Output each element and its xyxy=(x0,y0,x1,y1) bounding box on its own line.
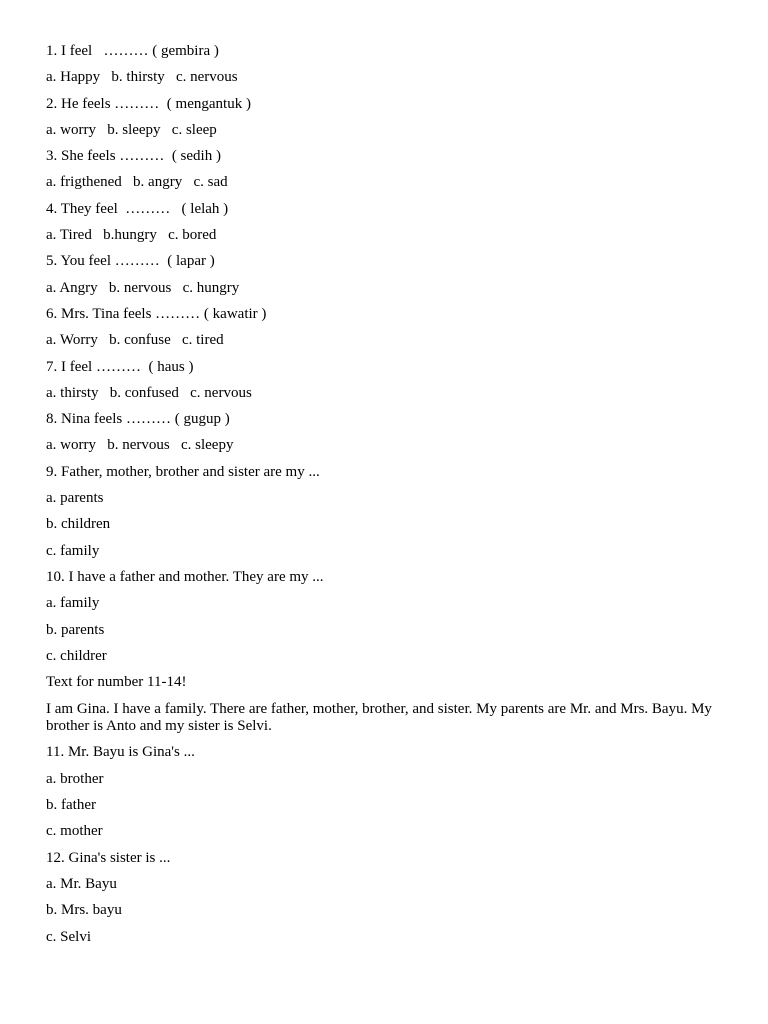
worksheet-line: c. family xyxy=(46,542,100,559)
worksheet-line: c. Selvi xyxy=(46,928,91,945)
worksheet-line: a. Mr. Bayu xyxy=(46,875,117,892)
reading-text: I am Gina. I have a family. There are father, mother, brother, and sister. My parents are Mr. and Mrs. Bayu. My brother is Anto and my sister is Selvi. xyxy=(46,701,712,735)
worksheet-line: a. worry b. sleepy c. sleep xyxy=(46,121,217,138)
worksheet-line: c. childrer xyxy=(46,647,107,664)
worksheet-line: b. father xyxy=(46,797,96,814)
question-list-11-12 xyxy=(46,743,726,953)
worksheet-line: 6. Mrs. Tina feels ……… ( kawatir ) xyxy=(46,305,267,322)
worksheet-line: 11. Mr. Bayu is Gina's ... xyxy=(46,744,195,761)
worksheet-line: a. frigthened b. angry c. sad xyxy=(46,174,228,191)
worksheet-line: c. mother xyxy=(46,823,103,840)
worksheet-line: a. parents xyxy=(46,490,104,507)
worksheet-line: a. Happy b. thirsty c. nervous xyxy=(46,69,238,86)
worksheet xyxy=(46,42,726,954)
worksheet-line: a. brother xyxy=(46,770,104,787)
worksheet-line: a. Worry b. confuse c. tired xyxy=(46,332,224,349)
worksheet-line: 9. Father, mother, brother and sister are my ... xyxy=(46,463,320,480)
worksheet-line: Text for number 11-14! xyxy=(46,674,187,691)
worksheet-line: a. family xyxy=(46,595,100,612)
worksheet-line: 5. You feel ……… ( lapar ) xyxy=(46,253,215,270)
worksheet-line: b. parents xyxy=(46,621,105,638)
worksheet-line: a. Tired b.hungry c. bored xyxy=(46,227,217,244)
worksheet-line: 1. I feel ……… ( gembira ) xyxy=(46,43,219,59)
question-list-1-10 xyxy=(46,42,726,699)
worksheet-line: b. Mrs. bayu xyxy=(46,902,122,919)
worksheet-line: 2. He feels ……… ( mengantuk ) xyxy=(46,95,251,112)
worksheet-line: b. children xyxy=(46,516,111,533)
worksheet-line: 8. Nina feels ……… ( gugup ) xyxy=(46,411,230,428)
worksheet-line: 3. She feels ……… ( sedih ) xyxy=(46,148,221,165)
worksheet-line: a. thirsty b. confused c. nervous xyxy=(46,384,252,401)
worksheet-line: 7. I feel ……… ( haus ) xyxy=(46,358,194,375)
worksheet-line: a. worry b. nervous c. sleepy xyxy=(46,437,234,454)
worksheet-line: 4. They feel ……… ( lelah ) xyxy=(46,200,229,217)
worksheet-line: 12. Gina's sister is ... xyxy=(46,849,171,866)
worksheet-line: a. Angry b. nervous c. hungry xyxy=(46,279,240,296)
worksheet-line: 10. I have a father and mother. They are my ... xyxy=(46,568,324,585)
